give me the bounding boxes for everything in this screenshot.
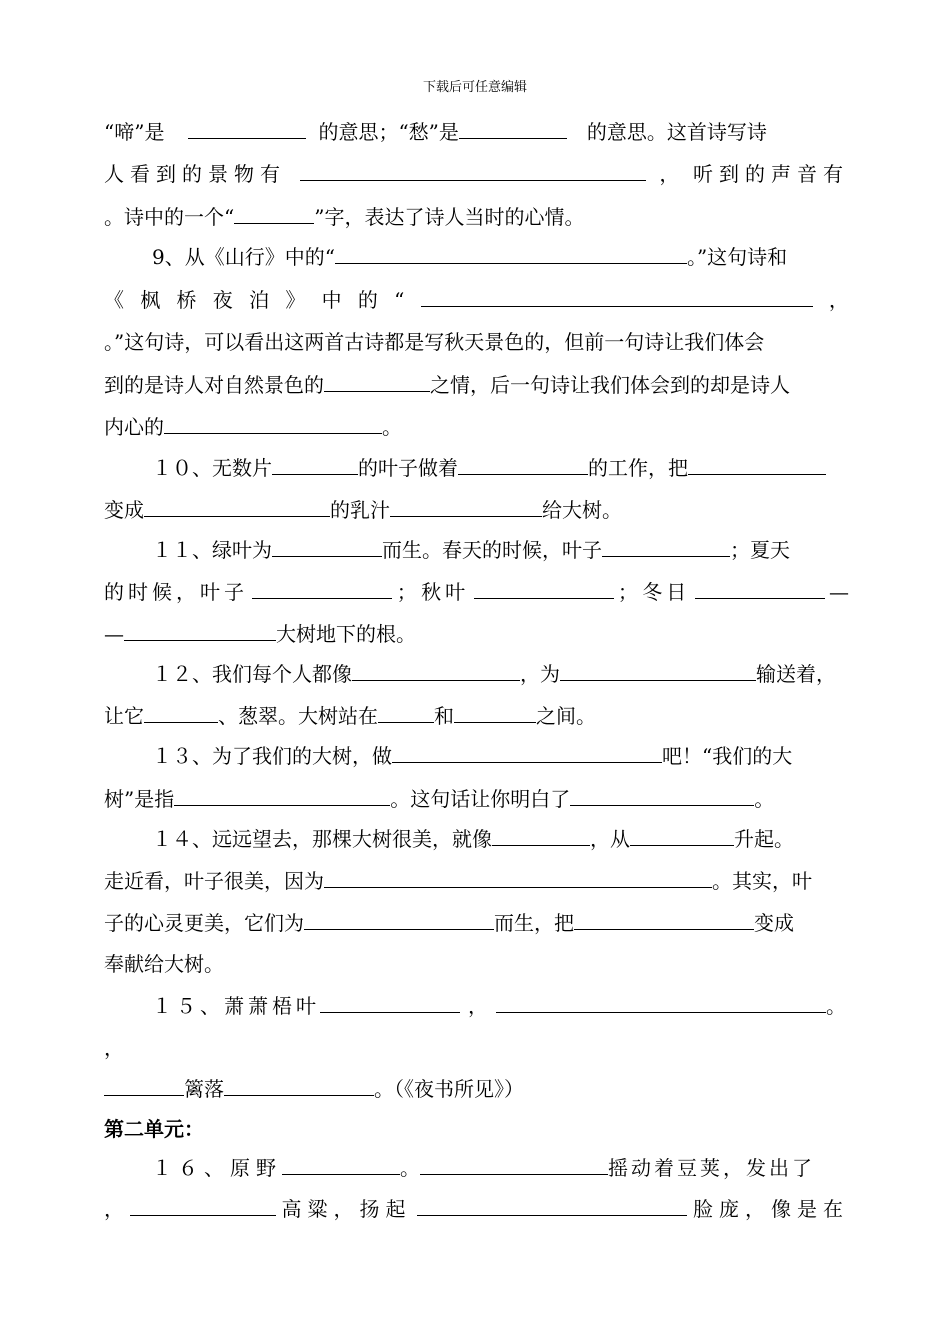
text-line: 。”这句诗，可以看出这两首古诗都是写秋天景色的，但前一句诗让我们体会 xyxy=(104,330,765,354)
text-line: 到的是诗人对自然景色的 之情，后一句诗让我们体会到的却是诗人 xyxy=(104,373,790,397)
text-line: 奉献给大树。 xyxy=(104,952,224,976)
text-line: １４、远远望去，那棵大树很美，就像 ，从 升起。 xyxy=(152,827,794,851)
text-line: １０、无数片 的叶子做着 的工作，把 xyxy=(152,456,872,480)
text-line: 9、从《山行》中的“ 。”这句诗和 xyxy=(152,245,788,269)
text-line: 人看到的景物有 ， 听到的声音有 xyxy=(104,162,849,186)
text-line: 子的心灵更美，它们为 而生，把 变成 xyxy=(104,911,794,935)
text-line: 《 枫 桥 夜 泊 》 中 的 “ ， xyxy=(104,288,849,312)
text-line: 让它 、葱翠。大树站在 和 之间。 xyxy=(104,704,596,728)
text-line: １６、原野 。 摇动着豆荚，发出了 xyxy=(152,1156,815,1180)
text-line: 内心的 。 xyxy=(104,415,402,439)
text-line: 走近看，叶子很美，因为 。其实，叶 xyxy=(104,869,812,893)
text-line: 树”是指 。这句话让你明白了 。 xyxy=(104,787,775,811)
text-line: 的时候，叶子 ； 秋叶 ； 冬日 — xyxy=(104,580,849,604)
section-heading: 第二单元： xyxy=(104,1117,204,1141)
text-line: １１、绿叶为 而生。春天的时候，叶子 ；夏天 xyxy=(152,538,790,562)
text-line: 篱落 。（《夜书所见》） xyxy=(104,1077,849,1101)
text-line: ， xyxy=(104,1036,124,1060)
text-line: 变成 的乳汁 给大树。 xyxy=(104,498,622,522)
text-line: ， 高粱，扬起 脸庞，像是在 xyxy=(104,1197,849,1221)
page-header: 下载后可任意编辑 xyxy=(422,80,527,95)
text-line: １３、为了我们的大树，做 吧！“我们的大 xyxy=(152,744,793,768)
text-line: — 大树地下的根。 xyxy=(104,622,416,646)
text-line: １２、我们每个人都像 ，为 输送着， xyxy=(152,662,836,686)
text-line: １５、萧萧梧叶 ， 。 xyxy=(152,994,846,1018)
text-line: 。诗中的一个“ ”字，表达了诗人当时的心情。 xyxy=(104,205,585,229)
text-line: “啼”是 的意思；“愁”是 的意思。这首诗写诗 xyxy=(104,120,767,144)
